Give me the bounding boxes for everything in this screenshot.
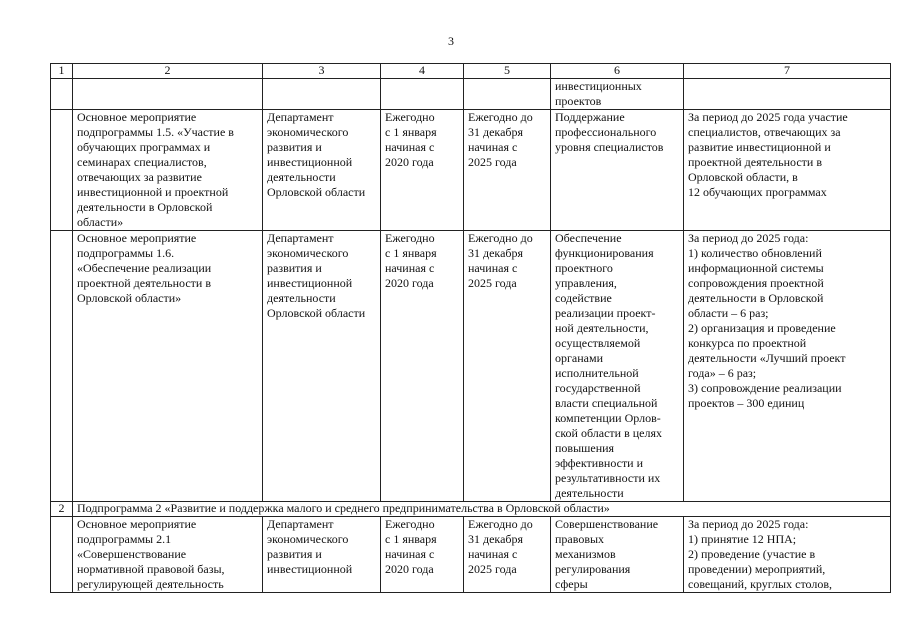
subprogram-row xyxy=(51,502,891,517)
program-table xyxy=(50,63,891,593)
header-cell-3: 3 xyxy=(263,64,381,79)
table-row-continuation xyxy=(51,79,891,110)
executor-cell xyxy=(263,79,381,110)
subprogram-number: 2 xyxy=(51,502,73,517)
executor-cell: Департамент экономического развития и инвестиционной деятельности Орловской области xyxy=(263,231,381,502)
start-date-cell xyxy=(381,79,464,110)
result-cell xyxy=(684,79,891,110)
header-cell-2: 2 xyxy=(73,64,263,79)
header-cell-6: 6 xyxy=(551,64,684,79)
start-date-cell: Ежегодно с 1 января начиная с 2020 года xyxy=(381,231,464,502)
start-date-cell: Ежегодно с 1 января начиная с 2020 года xyxy=(381,517,464,593)
executor-cell: Департамент экономического развития и инвестиционной xyxy=(263,517,381,593)
activity-cell: Основное мероприятие подпрограммы 1.5. «Участие в обучающих программах и семинарах специалистов, отвечающих за развитие инвестиционной и проектной деятельности в Орловской области» xyxy=(73,110,263,231)
goal-cell: Совершенствование правовых механизмов регулирования сферы xyxy=(551,517,684,593)
activity-cell xyxy=(73,79,263,110)
goal-cell: инвестиционных проектов xyxy=(551,79,684,110)
end-date-cell xyxy=(464,79,551,110)
table-row-activity-1-6 xyxy=(51,231,891,502)
table-row-activity-1-5 xyxy=(51,110,891,231)
header-cell-4: 4 xyxy=(381,64,464,79)
activity-cell: Основное мероприятие подпрограммы 2.1 «Совершенствование нормативной правовой базы, регулирующей деятельность xyxy=(73,517,263,593)
row-number-cell xyxy=(51,231,73,502)
result-cell: За период до 2025 года: 1) принятие 12 НПА; 2) проведение (участие в проведении) мероприятий, совещаний, круглых столов, xyxy=(684,517,891,593)
start-date-cell: Ежегодно с 1 января начиная с 2020 года xyxy=(381,110,464,231)
end-date-cell: Ежегодно до 31 декабря начиная с 2025 года xyxy=(464,231,551,502)
end-date-cell: Ежегодно до 31 декабря начиная с 2025 года xyxy=(464,110,551,231)
header-cell-5: 5 xyxy=(464,64,551,79)
end-date-cell: Ежегодно до 31 декабря начиная с 2025 года xyxy=(464,517,551,593)
table-row-activity-2-1 xyxy=(51,517,891,593)
page-number: 3 xyxy=(448,34,454,48)
goal-cell: Обеспечение функционирования проектного управления, содействие реализации проект- ной деятельности, осуществляемой органами исполнительной государственной власти специальной компетенции Орлов- ской области в целях повышения эффективности и результативности их деятельности xyxy=(551,231,684,502)
header-cell-7: 7 xyxy=(684,64,891,79)
row-number-cell xyxy=(51,79,73,110)
subprogram-title: Подпрограмма 2 «Развитие и поддержка малого и среднего предпринимательства в Орловской области» xyxy=(73,502,891,517)
result-cell: За период до 2025 года: 1) количество обновлений информационной системы сопровождения проектной деятельности в Орловской области – 6 раз; 2) организация и проведение конкурса по проектной деятельности «Лучший проект года» – 6 раз; 3) сопровождение реализации проектов – 300 единиц xyxy=(684,231,891,502)
header-row xyxy=(51,64,891,79)
row-number-cell xyxy=(51,517,73,593)
activity-cell: Основное мероприятие подпрограммы 1.6. «Обеспечение реализации проектной деятельности в Орловской области» xyxy=(73,231,263,502)
result-cell: За период до 2025 года участие специалистов, отвечающих за развитие инвестиционной и проектной деятельности в Орловской области, в 12 обучающих программах xyxy=(684,110,891,231)
row-number-cell xyxy=(51,110,73,231)
goal-cell: Поддержание профессионального уровня специалистов xyxy=(551,110,684,231)
header-cell-1: 1 xyxy=(51,64,73,79)
executor-cell: Департамент экономического развития и инвестиционной деятельности Орловской области xyxy=(263,110,381,231)
